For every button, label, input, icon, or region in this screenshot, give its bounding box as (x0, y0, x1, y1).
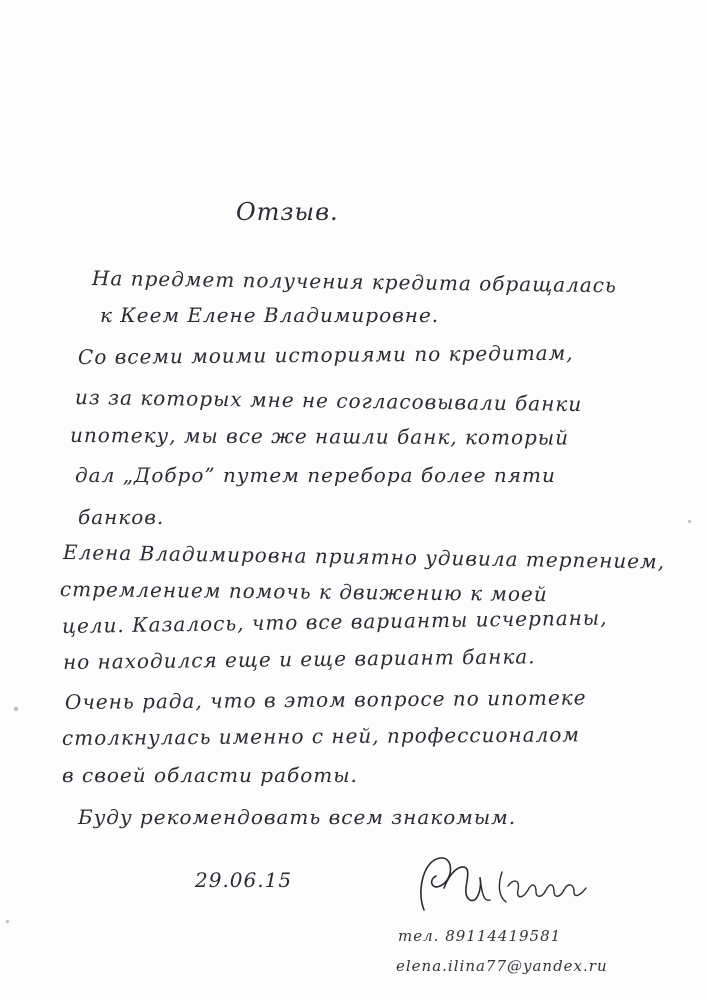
email-line: elena.ilina77@yandex.ru (396, 957, 608, 975)
letter-line-4: из за которых мне не согласовывали банки (74, 385, 583, 417)
letter-line-2: к Кеем Елене Владимировне. (100, 303, 440, 327)
phone-line: тел. 89114419581 (398, 927, 562, 945)
letter-date: 29.06.15 (195, 868, 293, 892)
letter-line-3: Со всеми моими историями по кредитам, (77, 340, 574, 369)
letter-line-13: столкнулась именно с ней, профессионалом (61, 722, 581, 750)
paper-speck (6, 920, 9, 923)
letter-line-12: Очень рада, что в этом вопросе по ипотеке (64, 685, 587, 714)
handwritten-signature (410, 850, 590, 920)
letter-line-1: На предмет получения кредита обращалась (91, 266, 618, 298)
letter-line-5: ипотеку, мы все же нашли банк, который (69, 423, 570, 450)
letter-line-9: стремлением помочь к движению к моей (59, 577, 548, 607)
letter-line-8: Елена Владимировна приятно удивила терпением, (62, 540, 666, 574)
letter-line-10: цели. Казалось, что все варианты исчерпаны, (61, 605, 608, 638)
letter-line-15: Буду рекомендовать всем знакомым. (78, 805, 517, 829)
paper-speck (688, 520, 691, 523)
letter-line-6: дал „Добро” путем перебора более пяти (75, 463, 556, 487)
paper-speck (14, 707, 18, 711)
letter-line-11: но находился еще и еще вариант банка. (62, 644, 536, 674)
letter-line-7: банков. (78, 505, 165, 529)
letter-line-14: в своей области работы. (62, 763, 358, 787)
letter-title: Отзыв. (236, 198, 339, 226)
